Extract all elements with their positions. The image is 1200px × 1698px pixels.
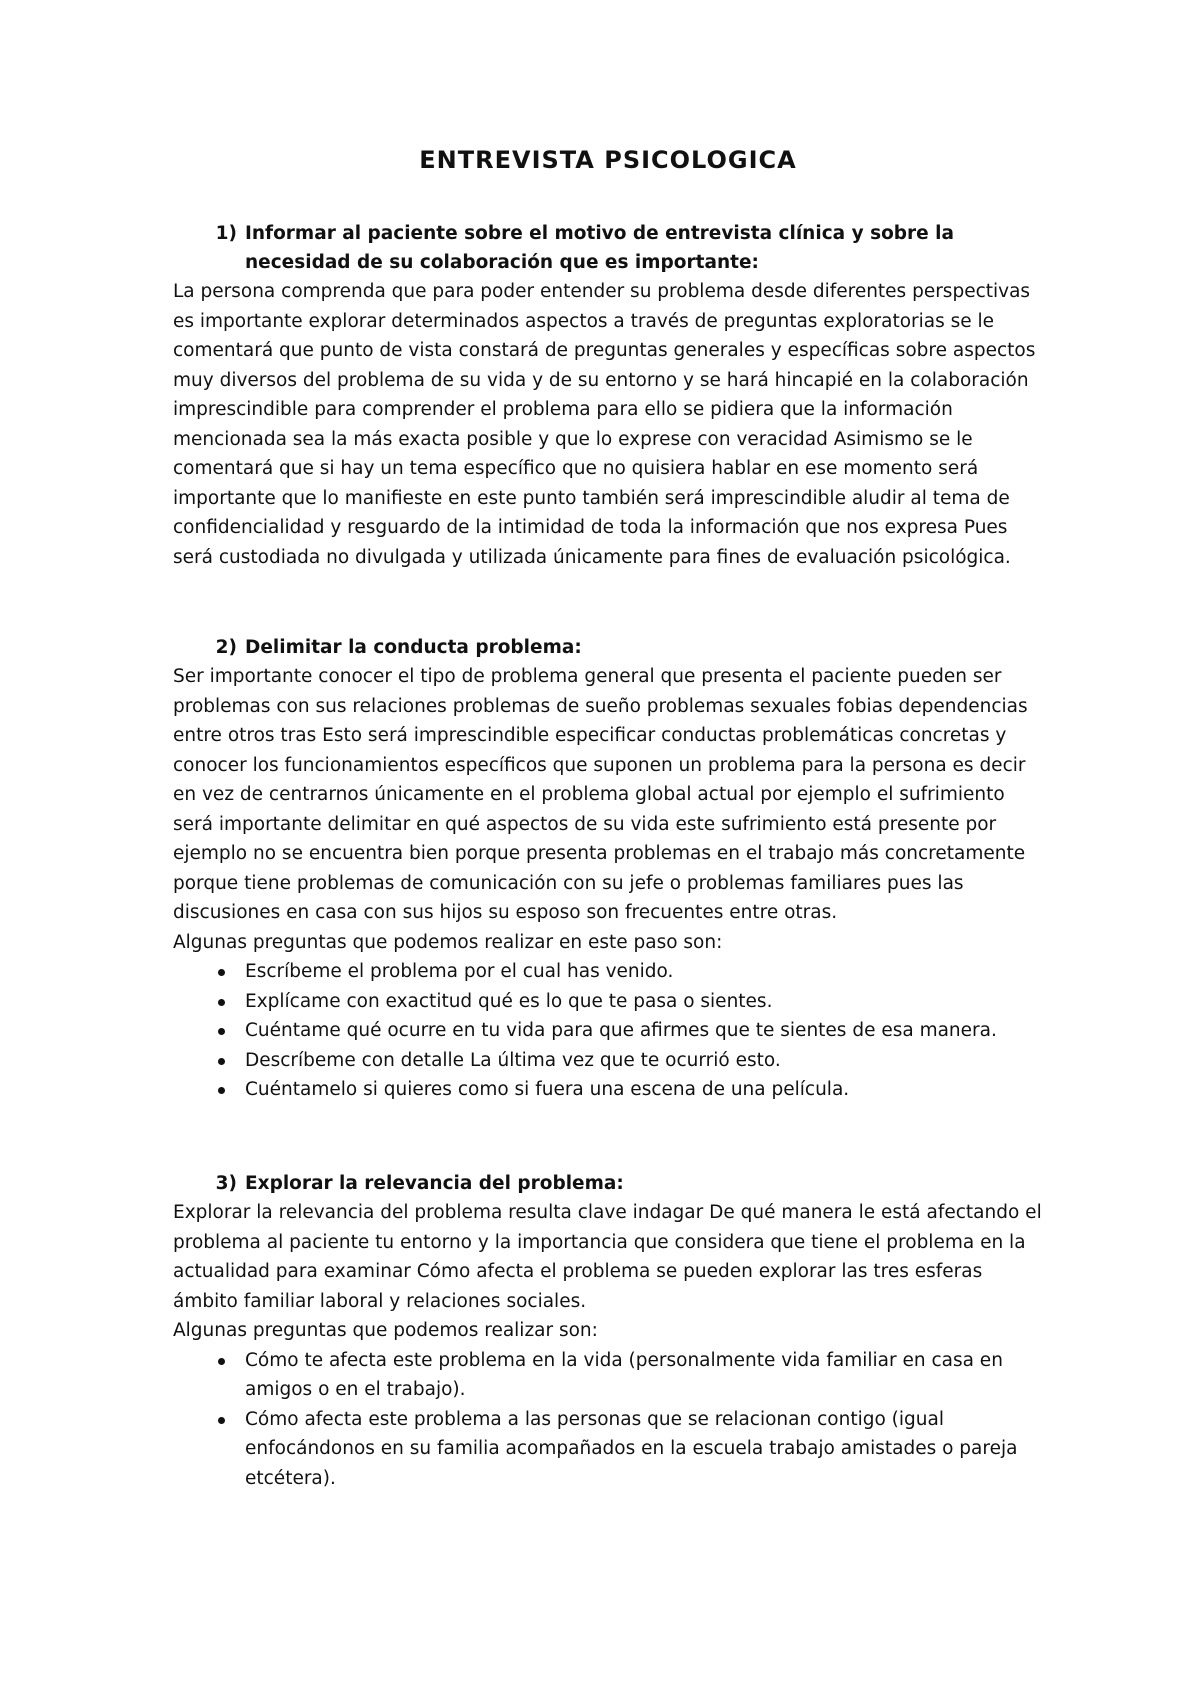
list-item bbox=[173, 1405, 1043, 1494]
list-item bbox=[173, 1046, 1043, 1076]
question-list bbox=[173, 957, 1043, 1105]
list-item bbox=[173, 957, 1043, 987]
section-3 bbox=[173, 1169, 1043, 1493]
document-title: ENTREVISTA PSICOLOGICA bbox=[419, 146, 797, 174]
section-number: 1) bbox=[215, 223, 237, 244]
section-2 bbox=[173, 633, 1043, 1105]
section-paragraph: Ser importante conocer el tipo de problema general que presenta el paciente pueden ser problemas con sus relaciones problemas de sueño problemas sexuales fobias dependencias entre otros tras Esto será imprescindible especificar conductas problemáticas concretas y conocer los funcionamientos específicos que suponen un problema para la persona es decir en vez de centrarnos únicamente en el problema global actual por ejemplo el sufrimiento será importante delimitar en qué aspectos de su vida este sufrimiento está presente por ejemplo no se encuentra bien porque presenta problemas en el trabajo más concretamente porque tiene problemas de comunicación con su jefe o problemas familiares pues las discusiones en casa con sus hijos su esposo son frecuentes entre otras. bbox=[173, 666, 1028, 923]
section-heading-text: Informar al paciente sobre el motivo de entrevista clínica y sobre la necesidad de su colaboración que es importante: bbox=[245, 223, 954, 273]
list-item-text: Cuéntamelo si quieres como si fuera una escena de una película. bbox=[245, 1079, 850, 1100]
section-heading-text: Delimitar la conducta problema: bbox=[245, 637, 582, 658]
list-item bbox=[173, 1346, 1043, 1405]
section-number: 3) bbox=[215, 1173, 237, 1194]
questions-intro: Algunas preguntas que podemos realizar en este paso son: bbox=[173, 931, 723, 953]
section-heading bbox=[173, 1169, 1043, 1198]
section-heading bbox=[173, 219, 1043, 277]
section-number: 2) bbox=[215, 637, 237, 658]
section-heading-text: Explorar la relevancia del problema: bbox=[245, 1173, 624, 1194]
questions-intro: Algunas preguntas que podemos realizar son: bbox=[173, 1320, 598, 1341]
list-item bbox=[173, 987, 1043, 1017]
question-list bbox=[173, 1346, 1043, 1494]
section-heading bbox=[173, 633, 1043, 662]
section-paragraph: La persona comprenda que para poder entender su problema desde diferentes perspectivas es importante explorar determinados aspectos a través de preguntas exploratorias se le comentará que punto de vista constará de preguntas generales y específicas sobre aspectos muy diversos del problema de su vida y de su entorno y se hará hincapié en la colaboración imprescindible para comprender el problema para ello se pidiera que la información mencionada sea la más exacta posible y que lo exprese con veracidad Asimismo se le comentará que si hay un tema específico que no quisiera hablar en ese momento será importante que lo manifieste en este punto también será imprescindible aludir al tema de confidencialidad y resguardo de la intimidad de toda la información que nos expresa Pues será custodiada no divulgada y utilizada únicamente para fines de evaluación psicológica. bbox=[173, 281, 1036, 568]
list-item bbox=[173, 1016, 1043, 1046]
list-item-text: Explícame con exactitud qué es lo que te pasa o sientes. bbox=[245, 990, 773, 1012]
list-item-text: Cuéntame qué ocurre en tu vida para que afirmes que te sientes de esa manera. bbox=[245, 1020, 997, 1041]
list-item-text: Cómo te afecta este problema en la vida (personalmente vida familiar en casa en amigos o en el trabajo). bbox=[245, 1349, 1003, 1400]
section-paragraph: Explorar la relevancia del problema resulta clave indagar De qué manera le está afectando el problema al paciente tu entorno y la importancia que considera que tiene el problema en la actualidad para examinar Cómo afecta el problema se pueden explorar las tres esferas ámbito familiar laboral y relaciones sociales. bbox=[173, 1202, 1042, 1312]
list-item bbox=[173, 1075, 1043, 1105]
list-item-text: Escríbeme el problema por el cual has venido. bbox=[245, 961, 674, 982]
section-1 bbox=[173, 219, 1043, 572]
list-item-text: Descríbeme con detalle La última vez que te ocurrió esto. bbox=[245, 1049, 781, 1071]
list-item-text: Cómo afecta este problema a las personas que se relacionan contigo (igual enfocándonos en su familia acompañados en la escuela trabajo amistades o pareja etcétera). bbox=[245, 1408, 1018, 1489]
